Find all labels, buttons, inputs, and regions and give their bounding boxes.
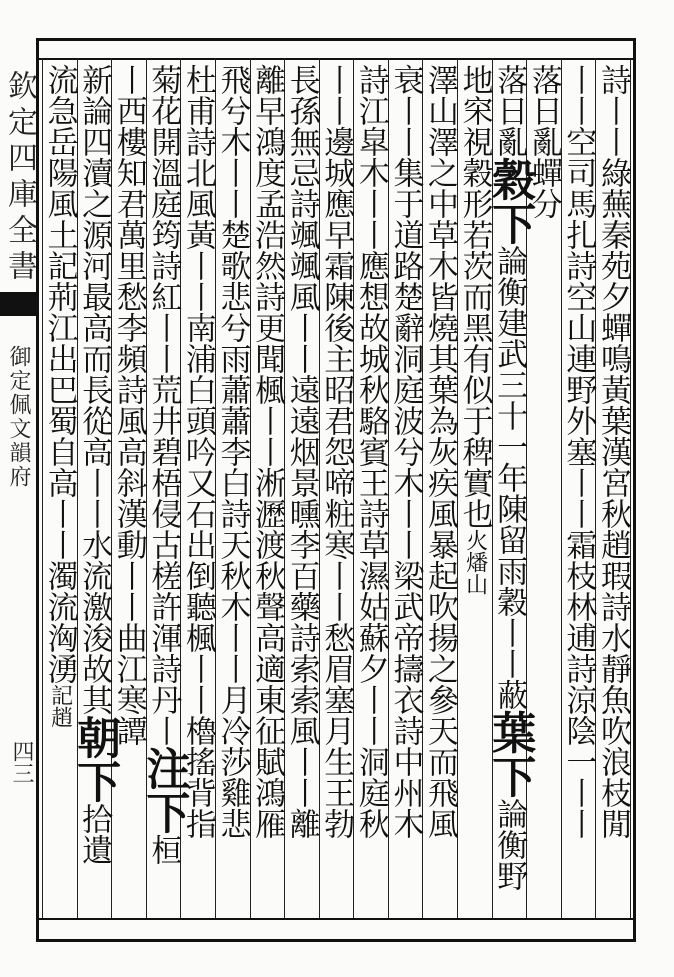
text-column [560,64,597,912]
column-text: 飛兮木丨丨楚歌悲兮雨蕭蕭李白詩天秋木丨丨月冷莎雞悲 [214,64,251,839]
column-text: 詩江皐木丨丨應想故城秋駱賓王詩草濕姑蘇夕丨丨洞庭秋 [352,64,389,839]
column-text: 地穼視穀形若茨而黑有似于稗實也 [456,64,493,529]
column-text: 流急岳陽風土記荊江出巴蜀自高丨丨濁流洶湧 [41,64,78,684]
spine-subtitle: 御定佩文韻府 [6,345,31,489]
text-column [138,64,190,912]
column-text: 丨西樓知君萬里愁李頻詩風高斜漢動丨丨曲江寒 [110,64,147,715]
column-text: 丨丨邊城應早霜陳後主昭君怨啼粧寒丨丨愁眉塞月生王勃 [318,64,355,839]
column-text: 記趙 [47,684,73,728]
page-number: 四三 [9,740,34,784]
frame-inner-bottom-rule [36,918,636,920]
column-text: 新論四瀆之源河最高而長從高丨丨水流激浚故其 [76,64,113,715]
column-text: 澤山澤之中草木皆燒其葉為灰疾風暴起吹揚之參天而飛風 [422,64,459,839]
entry-headword: 葉 [484,710,536,754]
entry-headword: 下 [69,759,121,803]
column-text: 桓 [145,834,182,865]
text-column [484,64,536,912]
text-column [594,64,631,912]
text-column [422,64,459,912]
entry-headword: 朝 [69,715,121,759]
column-text: 菊花開溫庭筠詩紅丨丨荒井碧梧侵古槎許渾詩丹丨 [145,64,182,746]
text-column [318,64,355,912]
column-text: 火燔山 [462,529,488,595]
column-text: 長孫無忌詩颯颯風丨丨遠遠烟景曛李百藥詩索索風丨丨離 [283,64,320,839]
column-text: 譚 [110,715,147,746]
entry-headword: 注 [138,746,190,790]
column-text: 衰丨丨集于道路楚辭洞庭波兮木丨丨梁武帝擣衣詩中州木 [387,64,424,839]
entry-headword: 下 [138,790,190,834]
entry-headword: 下 [484,754,536,798]
column-text: 杜甫詩北風黃丨丨南浦白頭吟又石出倒聽楓丨丨櫓搖背指 [179,64,216,839]
column-text: 論衡野 [491,798,528,891]
spine-black-tab [0,292,36,316]
text-column [249,64,286,912]
column-text: 離早鴻度孟浩然詩更聞楓丨丨淅瀝渡秋聲高適東征賦鴻雁 [249,64,286,839]
column-text: 蟬分 [525,157,562,219]
text-column [41,64,78,912]
text-column [69,64,121,912]
entry-headword: 下 [484,201,536,245]
column-text: 落日亂 [491,64,528,157]
text-column [214,64,251,912]
column-text: 論衡建武三十一年陳留雨穀丨丨蔽 [491,245,528,710]
text-column [456,64,493,912]
column-text: 落日亂 [525,64,562,157]
entry-headword: 穀 [484,157,536,201]
column-text: 丨丨空司馬扎詩空山連野外塞丨丨霜枝林逋詩涼陰一丨丨 [560,64,597,839]
text-column [352,64,389,912]
text-column [283,64,320,912]
frame-inner-top-rule [36,58,636,60]
spine-title: 欽定四庫全書 [2,70,37,286]
column-text: 詩丨丨綠蕪秦苑夕蟬鳴黃葉漢宮秋趙瑕詩水靜魚吹浪枝閒 [594,64,631,839]
column-text: 拾遺 [76,803,113,865]
text-column [387,64,424,912]
spine-strip [0,0,36,977]
